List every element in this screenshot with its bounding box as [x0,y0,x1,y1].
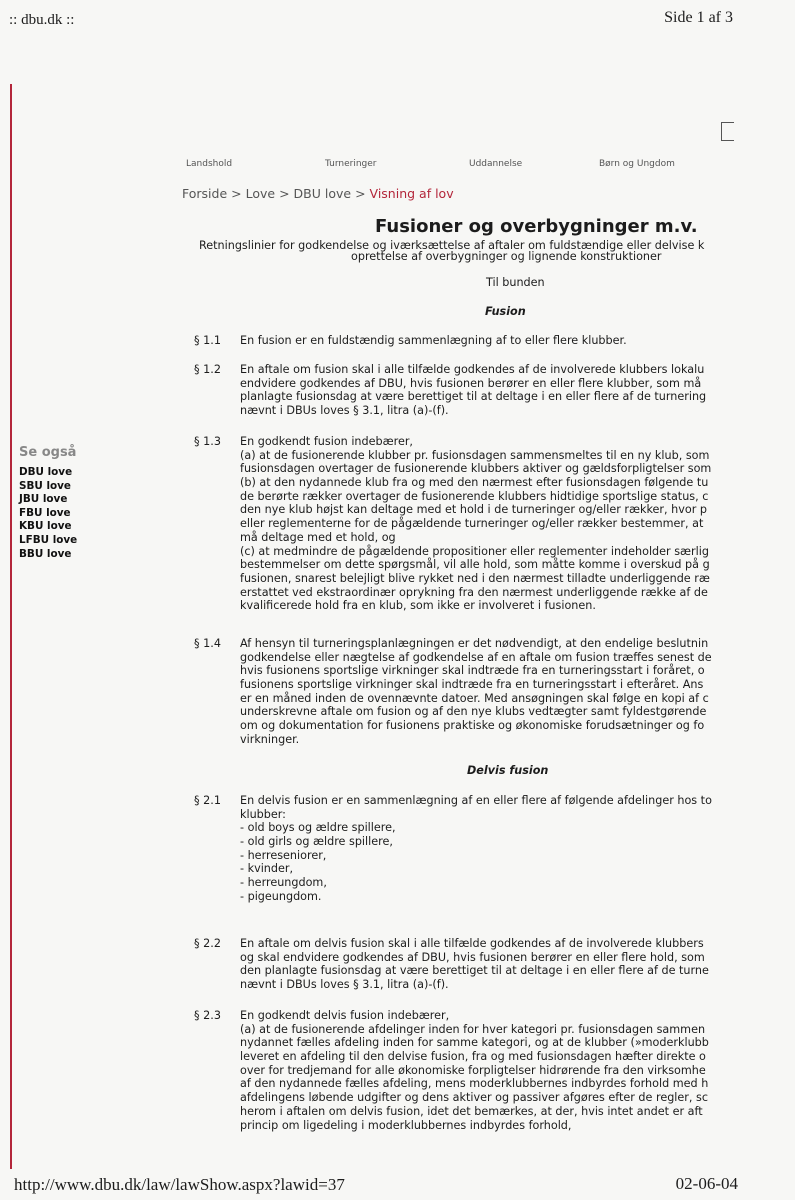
nav-item-landshold[interactable]: Landshold [186,159,233,169]
to-bottom-link[interactable]: Til bunden [486,276,545,289]
top-navigation [0,159,795,173]
paragraph-line: - old boys og ældre spillere, [240,821,396,835]
paragraph-line: klubber: [240,807,286,821]
sidebar-link-sbu-love[interactable]: SBU love [19,479,71,492]
nav-item-uddannelse[interactable]: Uddannelse [469,159,523,169]
paragraph-line: - herreseniorer, [240,848,327,862]
print-header-page-number: Side 1 af 3 [664,9,733,26]
paragraph-line: erstattet ved ekstraordinær oprykning fra den nærmest underliggende række af de [240,585,708,599]
paragraph-line: planlagte fusionsdag at være berettiget til at deltage i en eller flere af de turnering [240,390,707,404]
see-also-sidebar [19,445,77,561]
paragraph-line: - herreungdom, [240,876,327,890]
cropped-box-icon [721,122,734,141]
paragraph-line: princip om ligedeling i moderklubbernes indbyrdes forhold, [240,1118,572,1132]
paragraph-line: den planlagte fusionsdag at være berettiget til at deltage i en eller flere af de turne [240,964,709,978]
sidebar-link-lfbu-love[interactable]: LFBU love [19,533,78,546]
paragraph-line: nævnt i DBUs loves § 3.1, litra (a)-(f). [240,978,449,992]
sidebar-link-kbu-love[interactable]: KBU love [19,520,72,533]
document-title: Fusioner og overbygninger m.v. [375,216,698,237]
breadcrumb-forside[interactable]: Forside [182,186,228,201]
document-subtitle-line2: oprettelse af overbygninger og lignende konstruktioner [351,250,662,263]
paragraph-line: - old girls og ældre spillere, [240,835,393,849]
paragraph-line: En aftale om fusion skal i alle tilfælde godkendes af de involverede klubbers lokalu [240,363,705,376]
paragraph-line: En godkendt fusion indebærer, [240,435,413,448]
paragraph-line: er en måned inden de ovennævnte datoer. Med ansøgningen skal følge en kopi af c [240,691,709,705]
paragraph-text [240,794,712,904]
paragraph-line: En fusion er en fuldstændig sammenlægning af to eller flere klubber. [240,334,627,347]
paragraph-text [240,363,706,418]
breadcrumb-current: Visning af lov [369,186,454,201]
paragraph-line: En godkendt delvis fusion indebærer, [240,1009,450,1022]
paragraph-line: hvis fusionens sportslige virkninger skal indtræde fra en turneringsstart i foråret, o [240,664,705,678]
paragraph-line: (b) at den nydannede klub fra og med den nærmest efter fusionsdagen følgende tu [240,476,709,490]
paragraph-line: leveret en afdeling til den delvise fusion, fra og med fusionsdagen hæfter direkte o [240,1050,706,1064]
print-header-site: :: dbu.dk :: [9,12,75,28]
paragraph-line: fusionens sportslige virkninger skal indtræde fra en turneringsstart i efteråret. Ans [240,678,704,692]
paragraph-line: bestemmelser om dette spørgsmål, vil alle hold, som måtte komme i overskud på g [240,558,710,572]
nav-item-turneringer[interactable]: Turneringer [325,159,377,169]
paragraph-line: afdelingens løbende udgifter og dens aktiver og passiver afgøres efter de regler, sc [240,1091,708,1105]
paragraph-line: virkninger. [240,732,300,746]
paragraph-text [240,1009,709,1132]
see-also-title: Se også [19,445,77,460]
paragraph-line: fusionsdagen overtager de fusionerende klubbers aktiver og gældsforpligtelser som [240,462,712,476]
print-footer-date: 02-06-04 [675,1174,738,1193]
paragraph-number: § 1.4 [194,637,221,650]
paragraph-line: - kvinder, [240,862,294,876]
paragraph-number: § 2.1 [194,794,221,807]
paragraph-line: (a) at de fusionerende afdelinger inden for hver kategori pr. fusionsdagen sammen [240,1022,706,1036]
breadcrumb [182,186,454,201]
breadcrumb-separator: > [231,186,242,201]
section-heading-delvis-fusion: Delvis fusion [467,764,549,777]
paragraph-line: og skal endvidere godkendes af DBU, hvis fusionen berører en eller flere hold, som [240,950,705,964]
sidebar-link-bbu-love[interactable]: BBU love [19,547,72,560]
paragraph-line: underskrevne aftale om fusion og af den nye klubs vedtægter samt fyldestgørende [240,705,707,719]
paragraph-text [240,937,709,992]
paragraph-line: kvalificerede hold fra en klub, som ikke er involveret i fusionen. [240,599,596,613]
paragraph-text [240,334,627,348]
paragraph-line: fusionen, snarest belejligt blive rykket ned i den nærmest tilladte underliggende ræ [240,571,710,585]
paragraph-line: En delvis fusion er en sammenlægning af en eller flere af følgende afdelinger hos to [240,794,712,807]
law-content [182,214,742,1144]
paragraph-line: over for tredjemand for alle økonomiske forpligtelser hidrørende fra den virksomhe [240,1063,706,1077]
red-vertical-rule [10,84,12,1169]
paragraph-line: eller reglementerne for de pågældende turneringer og/eller rækker bestemmer, at [240,517,704,531]
paragraph-line: må deltage med et hold, og [240,530,396,544]
paragraph-number: § 1.3 [194,435,221,448]
sidebar-link-dbu-love[interactable]: DBU love [19,466,73,478]
breadcrumb-dbu-love[interactable]: DBU love [293,186,352,201]
breadcrumb-separator: > [279,186,290,201]
nav-item-boern-og-ungdom[interactable]: Børn og Ungdom [599,159,675,169]
section-heading-fusion: Fusion [485,305,526,318]
breadcrumb-separator: > [355,186,366,201]
paragraph-number: § 1.2 [194,363,221,376]
paragraph-line: En aftale om delvis fusion skal i alle tilfælde godkendes af de involverede klubbers [240,937,704,950]
see-also-links [19,466,77,561]
paragraph-line: herom i aftalen om delvis fusion, idet det bemærkes, at der, hvis intet andet er aft [240,1104,703,1118]
paragraph-line: nævnt i DBUs loves § 3.1, litra (a)-(f). [240,404,449,418]
sidebar-link-jbu-love[interactable]: JBU love [19,493,68,506]
paragraph-number: § 2.3 [194,1009,221,1022]
paragraph-line: af den nydannede fælles afdeling, mens moderklubbernes indbyrdes forhold med h [240,1077,709,1091]
sidebar-link-fbu-love[interactable]: FBU love [19,506,71,519]
document-subtitle: Retningslinier for godkendelse og iværksættelse af aftaler om fuldstændige eller delvise k [199,239,705,252]
paragraph-text [240,435,711,613]
paragraph-line: nydannet fælles afdeling inden for samme kategori, og at de klubber (»moderklubb [240,1036,709,1050]
paragraph-line: de berørte rækker overtager de fusionerende klubbers hidtidige sportslige status, c [240,489,709,503]
paragraph-line: Af hensyn til turneringsplanlægningen er det nødvendigt, at den endelige beslutnin [240,637,709,650]
paragraph-number: § 1.1 [194,334,221,347]
paragraph-line: (a) at de fusionerende klubber pr. fusionsdagen sammensmeltes til en ny klub, som [240,448,710,462]
paragraph-number: § 2.2 [194,937,221,950]
paragraph-line: den nye klub højst kan deltage med et hold i de turneringer og/eller rækker, hvor p [240,503,707,517]
print-footer-url: http://www.dbu.dk/law/lawShow.aspx?lawid=37 [14,1175,345,1194]
breadcrumb-love[interactable]: Love [245,186,276,201]
paragraph-line: - pigeungdom. [240,889,322,903]
paragraph-line: om og dokumentation for fusionens praktiske og økonomiske forudsætninger og fo [240,719,705,733]
paragraph-line: endvidere godkendes af DBU, hvis fusionen berører en eller flere klubber, som må [240,376,702,390]
paragraph-line: (c) at medmindre de pågældende propositioner eller reglementer indeholder særlig [240,544,709,558]
paragraph-text [240,637,712,747]
paragraph-line: godkendelse eller nægtelse af godkendelse af en aftale om fusion træffes senest de [240,650,712,664]
